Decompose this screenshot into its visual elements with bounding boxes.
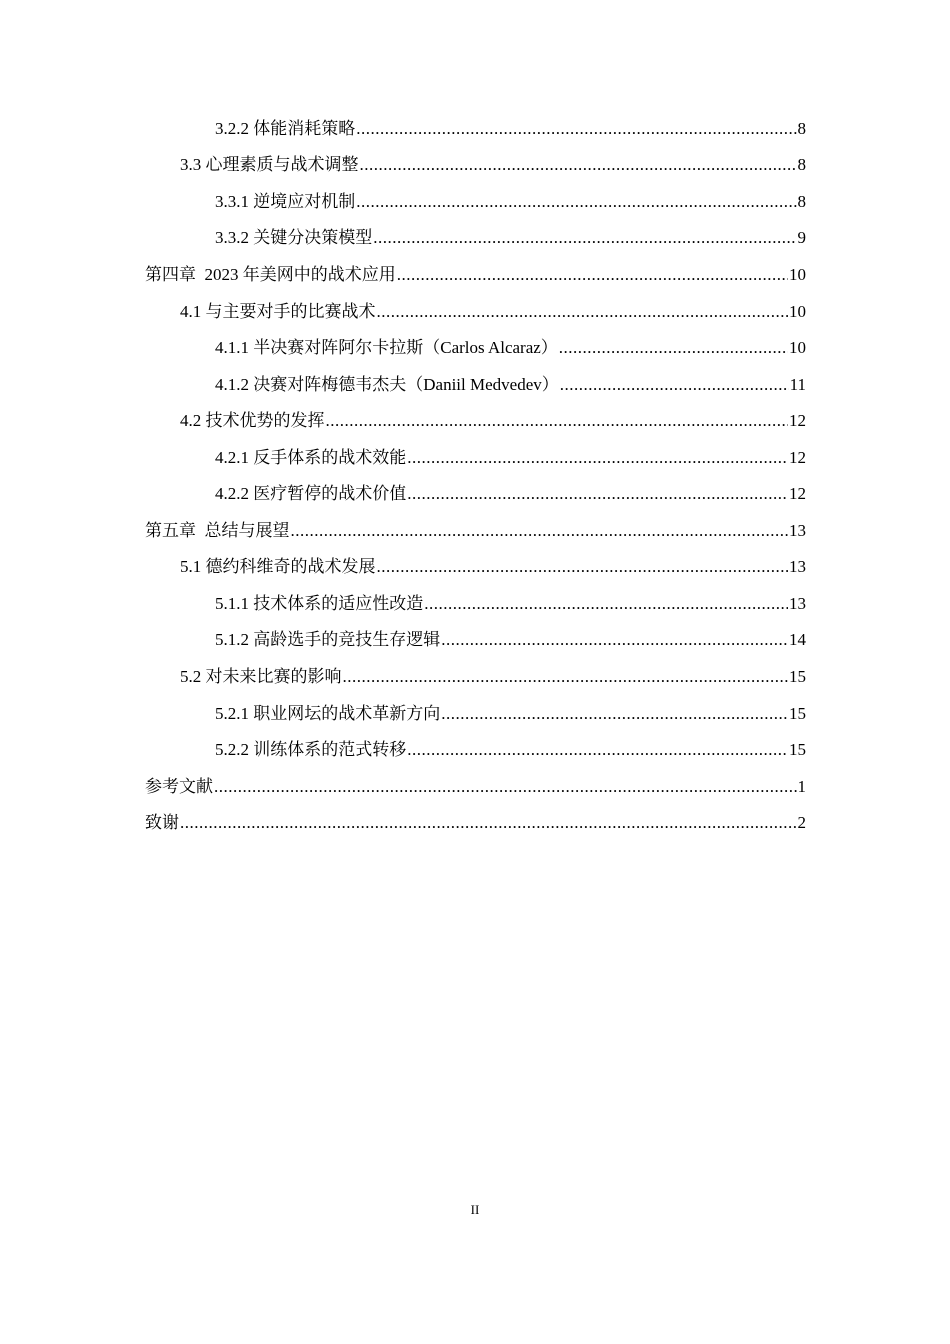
toc-entry-title: 4.1 与主要对手的比赛战术 <box>180 302 376 321</box>
dot-leader <box>441 701 788 727</box>
toc-entry-title: 第四章 2023 年美网中的战术应用 <box>145 265 396 284</box>
page-number: II <box>470 1202 480 1217</box>
dot-leader <box>377 299 789 325</box>
toc-entry-4-2[interactable] <box>0 408 950 434</box>
toc-entry-page: 11 <box>789 375 806 394</box>
toc-entry-title: 第五章 总结与展望 <box>145 521 290 540</box>
toc-entry-5-2-1[interactable] <box>0 701 950 727</box>
toc-entry-title: 5.2 对未来比赛的影响 <box>180 667 342 686</box>
dot-leader <box>424 591 788 617</box>
toc-entry-title: 5.1 德约科维奇的战术发展 <box>180 557 376 576</box>
toc-entry-title: 4.1.2 决赛对阵梅德韦杰夫（Daniil Medvedev） <box>215 375 559 394</box>
dot-leader <box>377 554 789 580</box>
dot-leader <box>373 225 796 251</box>
dot-leader <box>407 481 788 507</box>
toc-entry-4-1-2[interactable] <box>0 372 950 398</box>
toc-entry-5-1-1[interactable] <box>0 591 950 617</box>
toc-entry-title: 5.1.2 高龄选手的竞技生存逻辑 <box>215 630 441 649</box>
dot-leader <box>360 152 797 178</box>
toc-entry-title: 参考文献 <box>145 777 213 796</box>
toc-entry-page: 14 <box>789 630 806 649</box>
toc-entry-page: 15 <box>789 667 806 686</box>
toc-entry-title: 4.1.1 半决赛对阵阿尔卡拉斯（Carlos Alcaraz） <box>215 338 558 357</box>
toc-entry-5-2-2[interactable] <box>0 737 950 763</box>
toc-entry-title: 5.2.2 训练体系的范式转移 <box>215 740 407 759</box>
toc-entry-3-2-2[interactable] <box>0 116 950 142</box>
dot-leader <box>441 627 788 653</box>
dot-leader <box>343 664 789 690</box>
toc-entry-page: 13 <box>789 557 806 576</box>
toc-entry-page: 10 <box>789 302 806 321</box>
toc-entry-title: 3.2.2 体能消耗策略 <box>215 119 356 138</box>
toc-entry-page: 12 <box>789 484 806 503</box>
dot-leader <box>397 262 788 288</box>
toc-entry-page: 8 <box>797 192 806 211</box>
toc-entry-page: 8 <box>797 119 806 138</box>
dot-leader <box>291 518 789 544</box>
toc-entry-3-3-2[interactable] <box>0 225 950 251</box>
toc-entry-4-2-1[interactable] <box>0 445 950 471</box>
toc-entry-5-1[interactable] <box>0 554 950 580</box>
toc-entry-title: 3.3.1 逆境应对机制 <box>215 192 356 211</box>
dot-leader <box>326 408 789 434</box>
toc-entry-4-2-2[interactable] <box>0 481 950 507</box>
toc-entry-page: 2 <box>797 813 806 832</box>
toc-entry-chapter-5[interactable] <box>0 518 950 544</box>
toc-entry-page: 12 <box>789 448 806 467</box>
dot-leader <box>180 810 797 836</box>
toc-entry-title: 致谢 <box>145 813 179 832</box>
toc-entry-title: 4.2.1 反手体系的战术效能 <box>215 448 407 467</box>
dot-leader <box>560 372 789 398</box>
dot-leader <box>407 445 788 471</box>
toc-entry-page: 13 <box>789 594 806 613</box>
toc-entry-4-1[interactable] <box>0 299 950 325</box>
toc-entry-title: 5.1.1 技术体系的适应性改造 <box>215 594 424 613</box>
toc-entry-page: 9 <box>797 228 806 247</box>
toc-entry-page: 10 <box>789 265 806 284</box>
toc-entry-page: 1 <box>797 777 806 796</box>
toc-entry-3-3[interactable] <box>0 152 950 178</box>
toc-entry-3-3-1[interactable] <box>0 189 950 215</box>
toc-entry-4-1-1[interactable] <box>0 335 950 361</box>
dot-leader <box>559 335 788 361</box>
toc-entry-page: 10 <box>789 338 806 357</box>
toc-entry-title: 5.2.1 职业网坛的战术革新方向 <box>215 704 441 723</box>
toc-entry-title: 4.2 技术优势的发挥 <box>180 411 325 430</box>
dot-leader <box>356 116 796 142</box>
toc-entry-title: 4.2.2 医疗暂停的战术价值 <box>215 484 407 503</box>
toc-entry-acknowledgements[interactable] <box>0 810 950 836</box>
dot-leader <box>214 774 797 800</box>
toc-entry-references[interactable] <box>0 774 950 800</box>
toc-entry-page: 13 <box>789 521 806 540</box>
toc-entry-chapter-4[interactable] <box>0 262 950 288</box>
toc-entry-title: 3.3 心理素质与战术调整 <box>180 155 359 174</box>
toc-entry-5-2[interactable] <box>0 664 950 690</box>
dot-leader <box>356 189 796 215</box>
toc-entry-page: 8 <box>797 155 806 174</box>
toc-entry-page: 15 <box>789 740 806 759</box>
toc-entry-page: 12 <box>789 411 806 430</box>
toc-entry-page: 15 <box>789 704 806 723</box>
toc-entry-5-1-2[interactable] <box>0 627 950 653</box>
toc-entry-title: 3.3.2 关键分决策模型 <box>215 228 373 247</box>
dot-leader <box>407 737 788 763</box>
